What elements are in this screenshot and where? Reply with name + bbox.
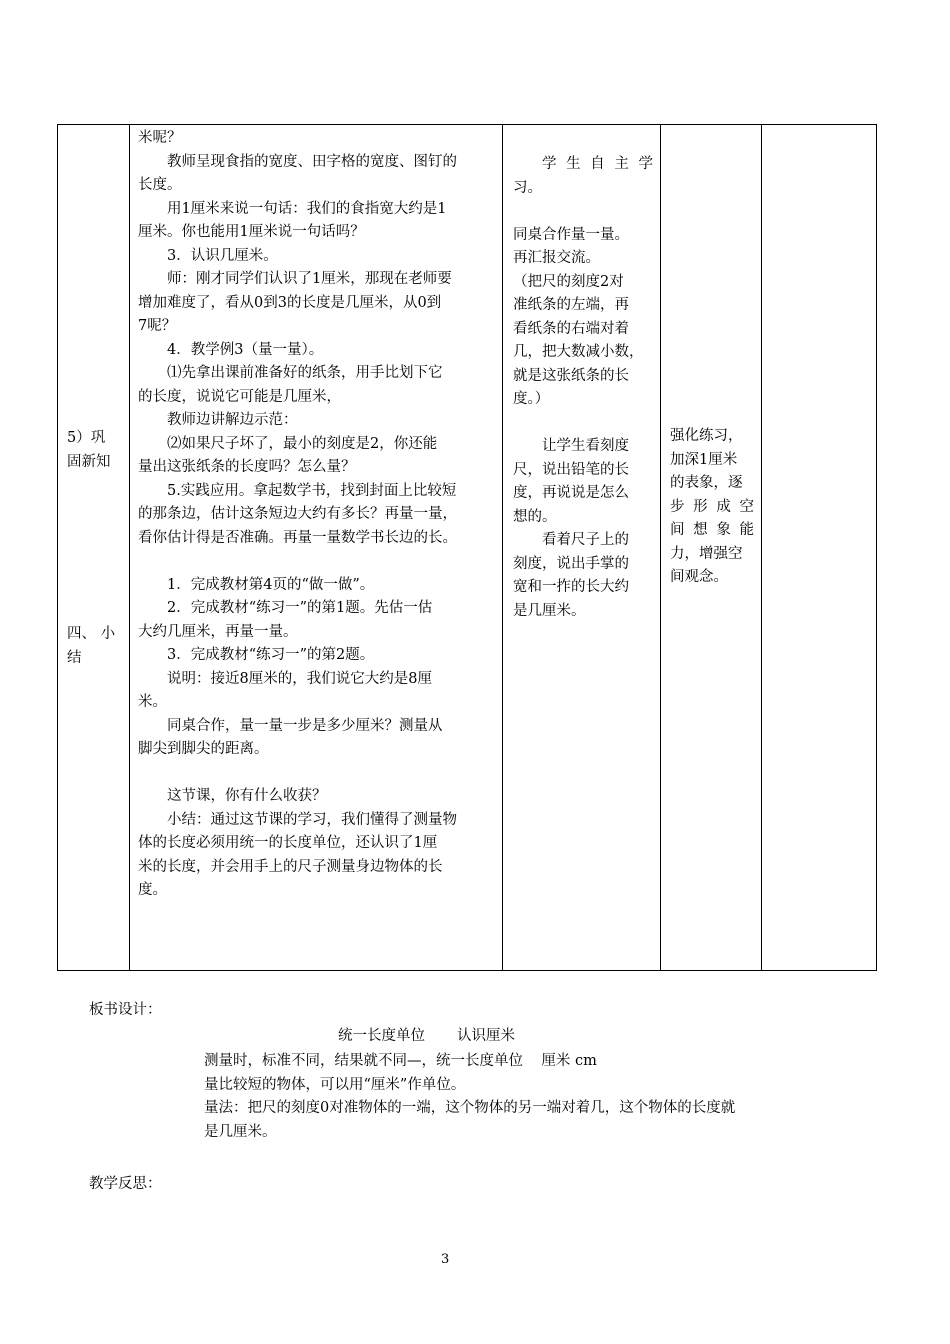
text-line: 教师边讲解边示范： — [167, 412, 298, 428]
text-line: 米的长度，并会用手上的尺子测量身边物体的长 — [138, 858, 443, 875]
board-body — [204, 1050, 844, 1144]
lesson-table — [57, 124, 877, 971]
table-divider — [502, 125, 503, 970]
text-line: 说明：接近8厘米的，我们说它大约是8厘 — [167, 670, 432, 687]
table-divider — [660, 125, 661, 970]
teaching-process-cell — [138, 127, 496, 903]
text-line: ⑵如果尺子坏了，最小的刻度是2，你还能 — [167, 435, 438, 452]
stage-label-consolidate: 5）巩 固新知 — [67, 430, 111, 470]
table-divider — [761, 125, 762, 970]
text-line: 2．完成教材“练习一”的第1题。先估一估 — [167, 600, 433, 616]
text-line — [138, 550, 496, 574]
text-line: 大约几厘米，再量一量。 — [138, 623, 298, 640]
text-line: 师：刚才同学们认识了1厘米，那现在老师要 — [167, 271, 452, 287]
text-line: 脚尖到脚尖的距离。 — [138, 741, 269, 757]
board-design-label: 板书设计： — [89, 1002, 162, 1018]
page-number: 3 — [441, 1252, 450, 1267]
board-title-right: 认识厘米 — [457, 1028, 515, 1044]
board-title-left: 统一长度单位 — [338, 1028, 425, 1044]
text-line: 米。 — [138, 694, 167, 710]
text-line: 厘米。你也能用1厘米说一句话吗？ — [138, 224, 365, 240]
board-line: 量法：把尺的刻度0对准物体的一端，这个物体的另一端对着几，这个物体的长度就 — [204, 1100, 736, 1116]
text-line: 量出这张纸条的长度吗？怎么量？ — [138, 459, 356, 475]
table-divider — [129, 125, 130, 970]
text-line: 体的长度必须用统一的长度单位，还认识了1厘 — [138, 835, 438, 851]
reflection-label: 教学反思： — [89, 1176, 162, 1192]
text-line: 4．教学例3（量一量）。 — [167, 341, 324, 358]
stage-label-summary: 四、 小 结 — [67, 626, 116, 666]
board-line: 是几厘米。 — [204, 1123, 277, 1140]
text-line: 长度。 — [138, 177, 182, 193]
text-line — [138, 762, 496, 786]
text-line: 1．完成教材第4页的“做一做”。 — [167, 576, 375, 593]
text-line: 7呢？ — [138, 318, 177, 334]
text-line: 增加难度了，看从0到3的长度是几厘米，从0到 — [138, 294, 442, 311]
text-line: 度。 — [138, 882, 167, 898]
text-line: 这节课，你有什么收获？ — [167, 788, 327, 804]
text-line: 同桌合作，量一量一步是多少厘米？测量从 — [167, 717, 443, 734]
text-line: 的那条边，估计这条短边大约有多长？再量一量， — [138, 506, 457, 522]
text-line: 3．认识几厘米。 — [167, 247, 278, 264]
text-line: ⑴先拿出课前准备好的纸条，用手比划下它 — [167, 365, 443, 381]
text-line: 用1厘米来说一句话：我们的食指宽大约是1 — [167, 200, 447, 217]
text-line: 5.实践应用。拿起数学书，找到封面上比较短 — [167, 482, 457, 499]
board-title — [338, 1025, 515, 1049]
design-intent-cell: 强化练习， 加深1厘米 的表象，逐 步 形 成 空 间 想 象 能 力，增强空 间观念。 — [670, 428, 754, 585]
student-activity-cell: 学 生 自 主 学 习。 同桌合作量一量。 再汇报交流。 （把尺的刻度2对 准纸条的左端，再 看纸条的右端对着 几，把大数减小数， 就是这张纸条的长 度。） 让学生看刻度 尺，说出铅笔的长 度，再说说是怎么 想的。 看着尺子上的 刻度，说出手掌的 宽和一拃的长大约 是几厘米。 — [513, 156, 653, 619]
text-line: 看你估计得是否准确。再量一量数学书长边的长。 — [138, 529, 457, 546]
board-line: 量比较短的物体，可以用“厘米”作单位。 — [204, 1076, 466, 1093]
text-line: 的长度，说说它可能是几厘米， — [138, 388, 341, 405]
text-line: 米呢？ — [138, 130, 182, 146]
text-line: 教师呈现食指的宽度、田字格的宽度、图钉的 — [167, 153, 457, 170]
text-line: 3．完成教材“练习一”的第2题。 — [167, 647, 375, 663]
board-line: 测量时，标准不同，结果就不同—，统一长度单位 厘米 cm — [204, 1053, 597, 1069]
text-line: 小结：通过这节课的学习，我们懂得了测量物 — [167, 811, 457, 828]
